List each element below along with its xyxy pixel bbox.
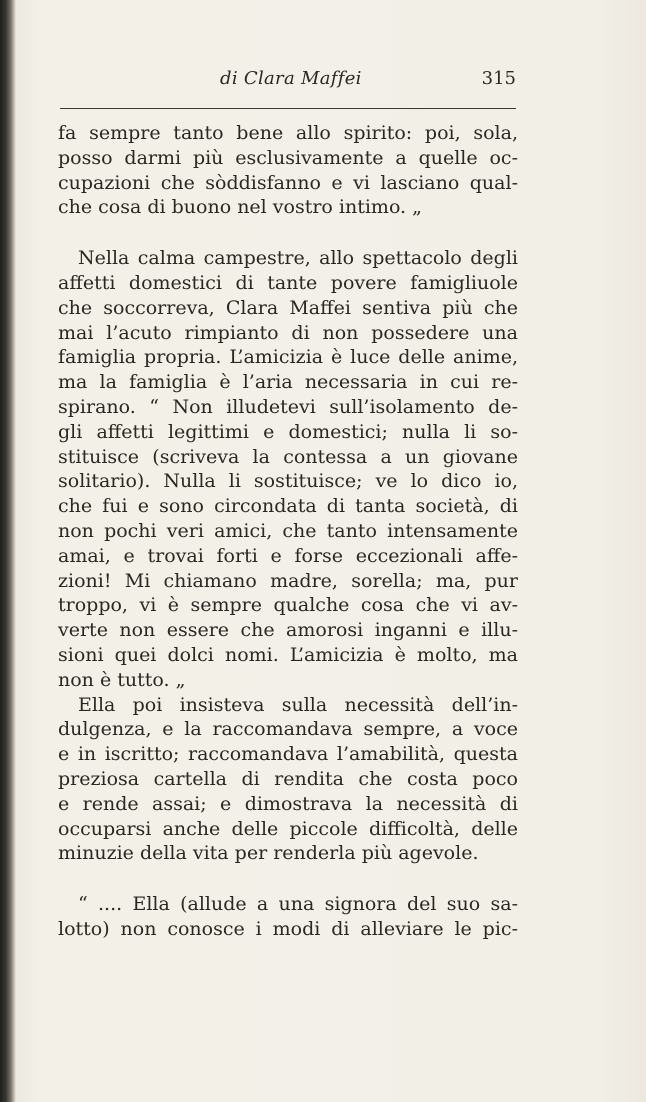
page-number: 315 <box>481 68 516 89</box>
text-line: affetti domestici di tante povere famigliuole <box>58 271 518 294</box>
text-line: lotto) non conosce i modi di alleviare le pic- <box>58 917 518 940</box>
text-line: zioni! Mi chiamano madre, sorella; ma, pur <box>58 569 518 592</box>
paragraph-spacer <box>58 220 518 246</box>
text-line: stituisce (scriveva la contessa a un giovane <box>58 445 518 468</box>
paragraph <box>58 892 518 942</box>
text-line: non pochi veri amici, che tanto intensamente <box>58 519 518 542</box>
text-line: e rende assai; e dimostrava la necessità di <box>58 792 518 815</box>
text-line: posso darmi più esclusivamente a quelle oc- <box>58 146 518 169</box>
paragraph <box>58 246 518 692</box>
text-line: “ .... Ella (allude a una signora del suo sa- <box>78 893 518 916</box>
text-line: Nella calma campestre, allo spettacolo degli <box>78 247 518 270</box>
text-line: minuzie della vita per renderla più agevole. <box>58 842 479 865</box>
text-line: sioni quei dolci nomi. L’amicizia è molto, ma <box>58 643 518 666</box>
text-line: preziosa cartella di rendita che costa poco <box>58 767 518 790</box>
text-line: solitario). Nulla li sostituisce; ve lo dico io, <box>58 470 518 493</box>
paragraph <box>58 693 518 867</box>
text-line: che soccorreva, Clara Maffei sentiva più che <box>58 296 518 319</box>
running-title: di Clara Maffei <box>220 68 362 89</box>
text-line: amai, e trovai forti e forse eccezionali affe- <box>58 544 518 567</box>
text-line: dulgenza, e la raccomandava sempre, a voce <box>58 718 518 741</box>
page-header <box>60 68 516 98</box>
text-line: verte non essere che amorosi inganni e illu- <box>58 619 518 642</box>
text-line: che fui e sono circondata di tanta società, di <box>58 495 518 518</box>
text-line: occuparsi anche delle piccole difficoltà, delle <box>58 817 518 840</box>
text-line: spirano. “ Non illudetevi sull’isolamento de- <box>58 395 518 418</box>
binding-edge <box>0 0 16 1102</box>
text-line: mai l’acuto rimpianto di non possedere una <box>58 321 518 344</box>
header-rule <box>60 108 516 109</box>
paragraph <box>58 121 518 220</box>
paragraph-spacer <box>58 866 518 892</box>
text-line: troppo, vi è sempre qualche cosa che vi av- <box>58 594 518 617</box>
text-line: Ella poi insisteva sulla necessità dell’in- <box>78 693 518 716</box>
text-line: ma la famiglia è l’aria necessaria in cui re- <box>58 371 518 394</box>
text-line: e in iscritto; raccomandava l’amabilità, questa <box>58 743 518 766</box>
text-line: non è tutto. „ <box>58 668 186 691</box>
text-line: fa sempre tanto bene allo spirito: poi, sola, <box>58 122 518 144</box>
text-line: cupazioni che sòddisfanno e vi lasciano qual- <box>58 171 518 194</box>
body-text <box>58 121 518 942</box>
text-line: famiglia propria. L’amicizia è luce delle anime, <box>58 346 518 369</box>
text-line: gli affetti legittimi e domestici; nulla li so- <box>58 420 518 443</box>
text-line: che cosa di buono nel vostro intimo. „ <box>58 196 422 219</box>
